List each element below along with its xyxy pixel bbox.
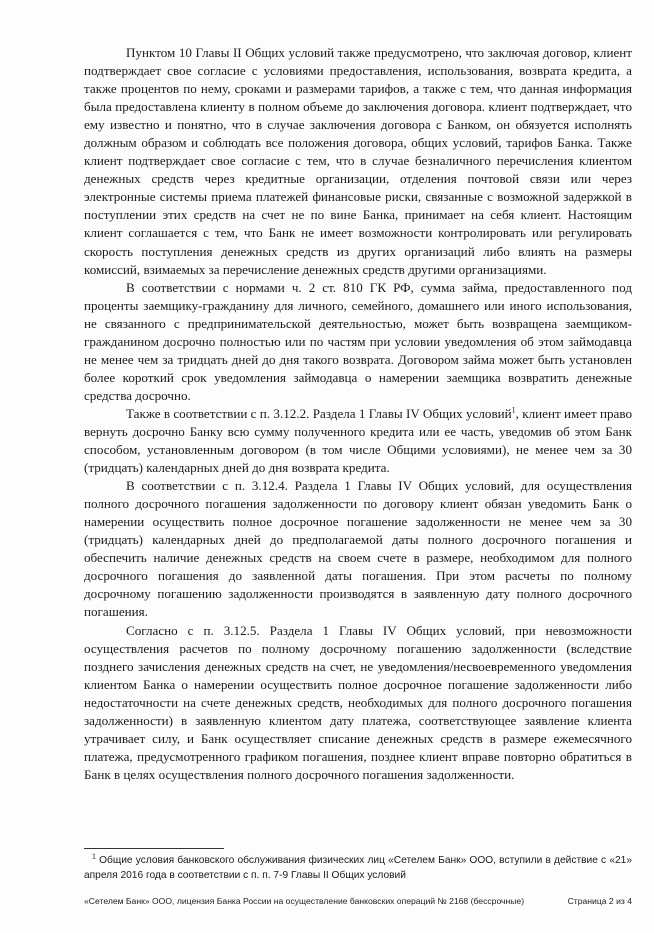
footnote-mark: 1 [92, 853, 96, 861]
footnote [84, 853, 632, 883]
footnote-reference: 1 [511, 405, 516, 415]
footer-page-number: Страница 2 из 4 [567, 896, 632, 906]
footnote-divider [84, 848, 224, 849]
page-footer [84, 896, 632, 906]
paragraph-2: В соответствии с нормами ч. 2 ст. 810 ГК РФ, сумма займа, предоставленного под проценты заемщику-гражданину для личного, семейного, домашнего или иного использования, не связанного с предпринимательской деятельностью, может быть возвращена заемщиком-гражданином досрочно полностью или по частям при условии уведомления об этом займодавца не менее чем за тридцать дней до дня такого возврата. Договором займа может быть установлен более короткий срок уведомления займодавца о намерении заемщика возвратить денежные средства досрочно. [84, 279, 632, 403]
document-body [84, 44, 632, 784]
footer-bank-license: «Сетелем Банк» ООО, лицензия Банка России на осуществление банковских операций № 2168 (бессрочные) [84, 896, 525, 906]
paragraph-3-text-end: , клиент имеет право вернуть досрочно Банку всю сумму полученного кредита или ее часть, уведомив об этом Банк способом, установленным договором (в том числе Общими условиями), не менее чем за 30 (тридцать) календарных дней до дня возврата кредита. [84, 405, 632, 476]
paragraph-3-text-start: Также в соответствии с п. 3.12.2. Раздела 1 Главы IV Общих условий [126, 405, 512, 421]
paragraph-1: Пунктом 10 Главы II Общих условий также предусмотрено, что заключая договор, клиент подтверждает свое согласие с условиями предоставления, использования, возврата кредита, а также процентов по нему, сроками и размерами тарифов, а также с тем, что данная информация была предоставлена клиенту в полном объеме до заключения договора. клиент подтверждает, что ему известно и понятно, что в случае заключения договора с Банком, он обязуется исполнять должным образом и соблюдать все положения договора, общих условий, тарифов Банка. Также клиент подтверждает свое согласие с тем, что в случае безналичного перечисления клиентом денежных средств через кредитные организации, отделения почтовой связи или через электронные системы приема платежей финансовые риски, связанные с возможной задержкой в поступлении этих средств на счет не по вине Банка, принимает на себя клиент. Настоящим клиент соглашается с тем, что Банк не имеет возможности контролировать или регулировать скорость поступления денежных средств из других организаций либо влиять на размеры комиссий, взимаемых за перечисление денежных средств другими организациями. [84, 45, 632, 277]
paragraph-5: Согласно с п. 3.12.5. Раздела 1 Главы IV Общих условий, при невозможности осуществления расчетов по полному досрочному погашению задолженности (вследствие позднего зачисления денежных средств на счет, не уведомления/несвоевременного уведомления клиентом Банка о намерении осуществить полное досрочное погашение задолженности либо недостаточности на счете денежных средств, необходимых для полного досрочного погашения задолженности) в заявленную клиентом дату платежа, соответствующее заявление клиента утрачивает силу, и Банк осуществляет списание денежных средств в размере ежемесячного платежа, предусмотренного графиком погашения, позднее клиент вправе повторно обратиться в Банк в целях осуществления полного досрочного погашения задолженности. [84, 622, 632, 782]
footnote-text: Общие условия банковского обслуживания физических лиц «Сетелем Банк» ООО, вступили в действие с «21» апреля 2016 года в соответствии с п. п. 7-9 Главы II Общих условий [84, 855, 632, 881]
paragraph-3 [84, 405, 632, 477]
paragraph-4: В соответствии с п. 3.12.4. Раздела 1 Главы IV Общих условий, для осуществления полного досрочного погашения задолженности по договору клиент обязан уведомить Банк о намерении осуществить полное досрочное погашение задолженности не менее чем за 30 (тридцать) календарных дней до предполагаемой даты полного досрочного погашения и обеспечить наличие денежных средств на своем счете в размере, необходимом для полного досрочного погашения до заявленной даты погашения. При этом расчеты по полному досрочному погашению задолженности производятся в заявленную дату полного досрочного погашения. [84, 478, 632, 620]
